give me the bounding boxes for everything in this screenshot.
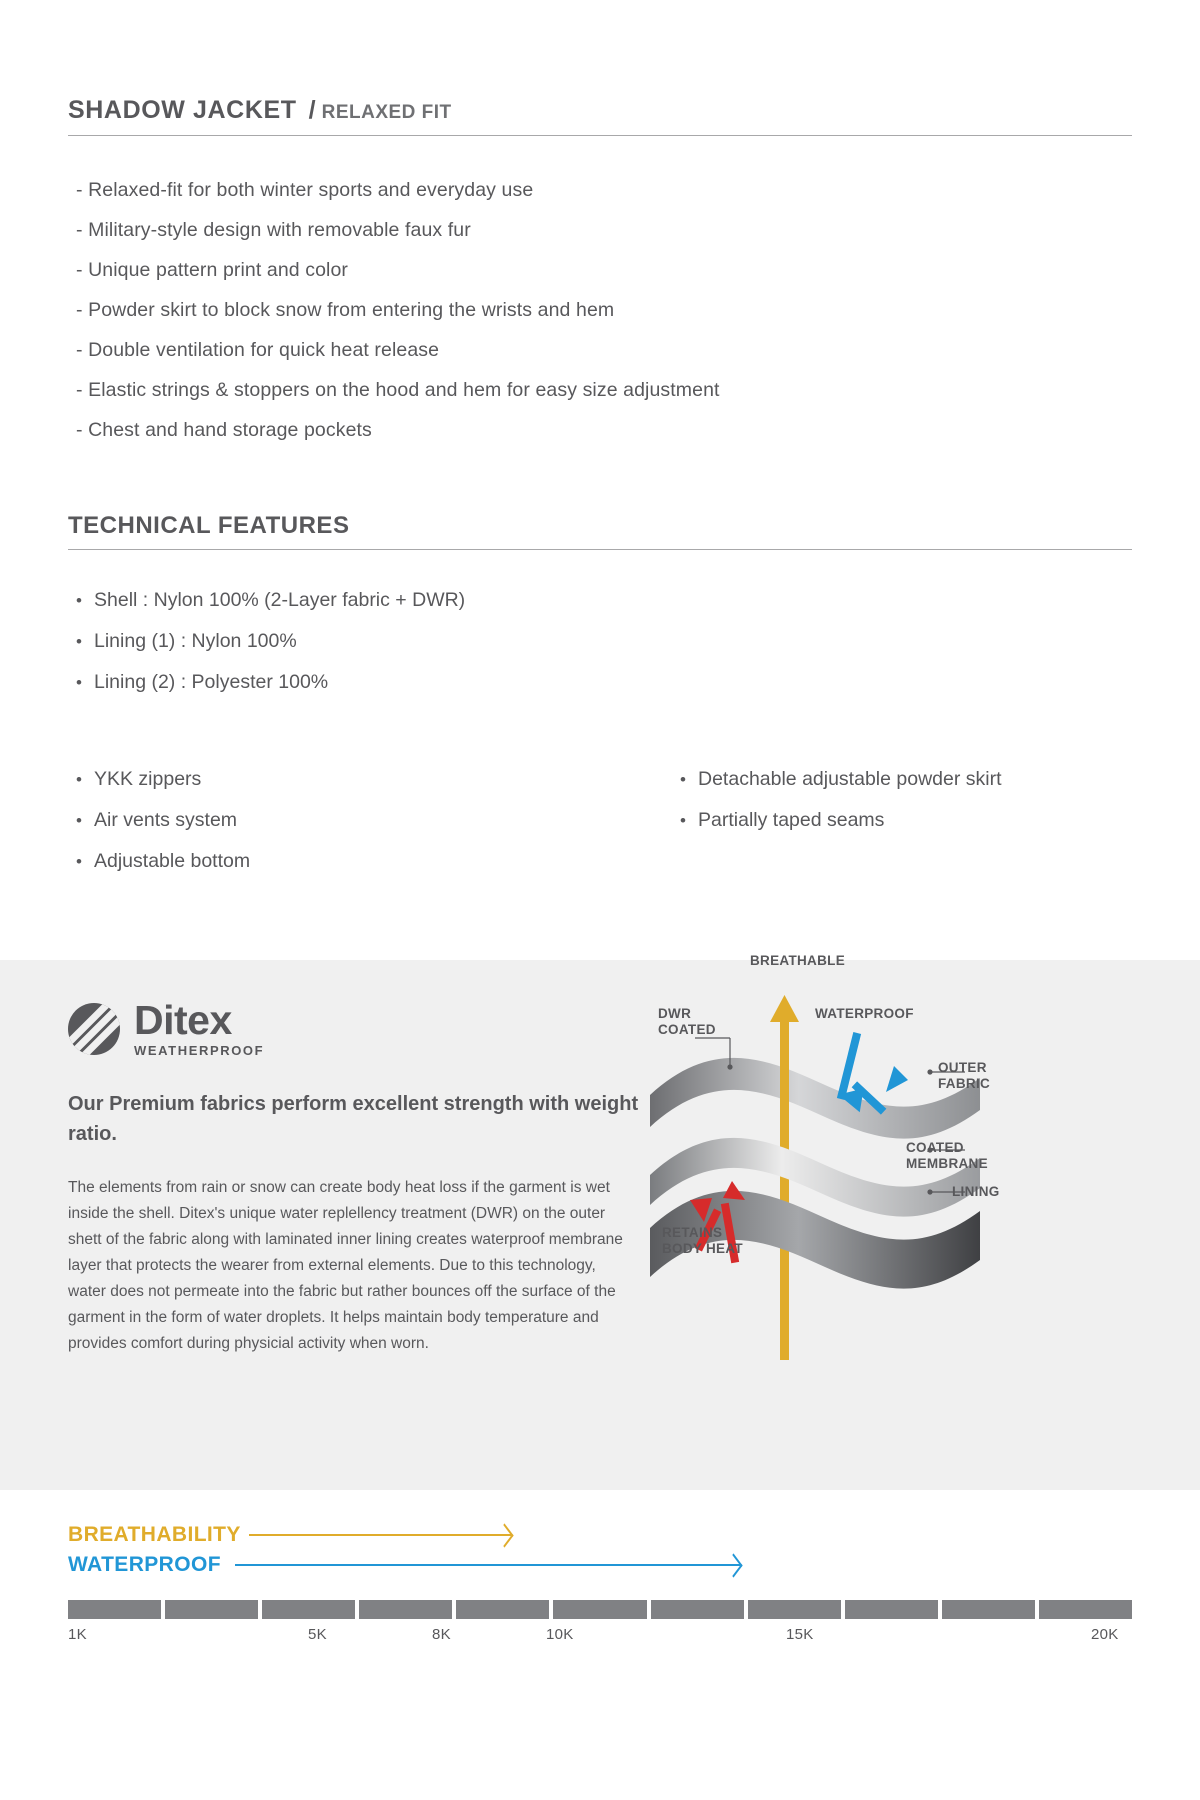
product-fit-label: RELAXED FIT (321, 102, 452, 123)
bar-segment (845, 1600, 938, 1619)
diagram-label-outer-line2: FABRIC (938, 1076, 991, 1091)
list-item: • Adjustable bottom (68, 841, 600, 882)
list-item: - Double ventilation for quick heat release (76, 339, 440, 361)
scale-tick: 10K (546, 1626, 574, 1643)
breathability-row (68, 1520, 1132, 1550)
scale-tick: 15K (786, 1626, 814, 1643)
ditex-headline: Our Premium fabrics perform excellent strength with weight ratio. (68, 1093, 639, 1145)
diagram-label-outer-fabric (938, 1060, 990, 1092)
bar-segment (165, 1600, 258, 1619)
bar-segment (748, 1600, 841, 1619)
performance-scale (0, 1520, 1200, 1652)
list-item: • Detachable adjustable powder skirt (672, 759, 1132, 800)
list-item: - Chest and hand storage pockets (76, 419, 372, 441)
bar-segment (262, 1600, 355, 1619)
bar-segment (553, 1600, 646, 1619)
technical-column-right (600, 759, 1132, 882)
bar-segment (1039, 1600, 1132, 1619)
list-item: • Lining (1) : Nylon 100% (68, 621, 1132, 662)
ditex-inner (0, 953, 1200, 1490)
scale-ticks (68, 1626, 1132, 1652)
technical-features-heading (68, 512, 1132, 550)
scale-bar (68, 1600, 1132, 1619)
section-title: TECHNICAL FEATURES (68, 512, 350, 539)
diagram-label-lining: LINING (952, 1184, 1000, 1199)
page-title (68, 0, 1132, 136)
diagram-label-waterproof: WATERPROOF (815, 1006, 914, 1021)
technical-columns (68, 759, 1132, 882)
diagram-label-retains-body-heat (662, 1225, 743, 1257)
diagram-label-coated-membrane (906, 1140, 988, 1172)
product-feature-list (68, 170, 1132, 450)
breathability-label: BREATHABILITY (68, 1523, 241, 1546)
diagram-label-dwr-coated (658, 1006, 716, 1038)
waterproof-label: WATERPROOF (68, 1553, 221, 1576)
technical-right-list (672, 759, 1132, 841)
list-item: - Relaxed-fit for both winter sports and everyday use (76, 179, 534, 201)
waterproof-arrow-icon (235, 1564, 740, 1566)
waterproof-row (68, 1550, 1132, 1580)
fabric-layer-diagram (620, 953, 1140, 1490)
ditex-section (0, 953, 1200, 1490)
scale-tick: 1K (68, 1626, 87, 1643)
ditex-logo-icon (68, 1003, 120, 1055)
list-item: • Lining (2) : Polyester 100% (68, 662, 1132, 703)
diagram-label-dwr-line2: COATED (658, 1022, 716, 1037)
materials-list (68, 580, 1132, 703)
product-section (0, 0, 1200, 882)
list-item: - Military-style design with removable faux fur (76, 219, 471, 241)
list-item: • YKK zippers (68, 759, 600, 800)
scale-tick: 8K (432, 1626, 451, 1643)
bar-segment (359, 1600, 452, 1619)
diagram-label-retains-line2: BODY HEAT (662, 1241, 743, 1256)
bar-segment (68, 1600, 161, 1619)
diagram-label-coated-line2: MEMBRANE (906, 1156, 988, 1171)
product-title: SHADOW JACKET (68, 96, 297, 124)
diagram-label-outer-line1: OUTER (938, 1060, 987, 1075)
technical-left-list (68, 759, 600, 882)
breathability-arrow-icon (249, 1534, 511, 1536)
ditex-body-text: The elements from rain or snow can create body heat loss if the garment is wet inside the shell. Ditex's unique water replellency treatment (DWR) on the outer shett of the fabric along with laminated inner lining creates waterproof membrane layer that protects the wearer from external elements. Due to this technology, water does not permeate into the fabric but rather bounces off the surface of the garment in the form of water droplets. It helps maintain body temperature and provides comfort during physicial activity when worn. (68, 1179, 623, 1352)
list-item: • Partially taped seams (672, 800, 1132, 841)
bar-segment (651, 1600, 744, 1619)
bar-segment (456, 1600, 549, 1619)
ditex-brand-tagline: WEATHERPROOF (134, 1043, 265, 1058)
technical-column-left (68, 759, 600, 882)
bar-segment (942, 1600, 1035, 1619)
list-item: • Air vents system (68, 800, 600, 841)
diagram-label-coated-line1: COATED (906, 1140, 964, 1155)
scale-tick: 20K (1091, 1626, 1119, 1643)
title-separator: / (308, 96, 316, 124)
diagram-label-breathable: BREATHABLE (750, 953, 845, 968)
diagram-label-retains-line1: RETAINS (662, 1225, 723, 1240)
list-item: - Powder skirt to block snow from entering the wrists and hem (76, 299, 615, 321)
ditex-brand-name: Ditex (134, 997, 232, 1043)
list-item: - Elastic strings & stoppers on the hood and hem for easy size adjustment (76, 379, 720, 401)
ditex-wordmark (134, 997, 265, 1058)
scale-tick: 5K (308, 1626, 327, 1643)
list-item: - Unique pattern print and color (76, 259, 349, 281)
list-item: • Shell : Nylon 100% (2-Layer fabric + DWR) (68, 580, 1132, 621)
diagram-label-dwr-line1: DWR (658, 1006, 692, 1021)
